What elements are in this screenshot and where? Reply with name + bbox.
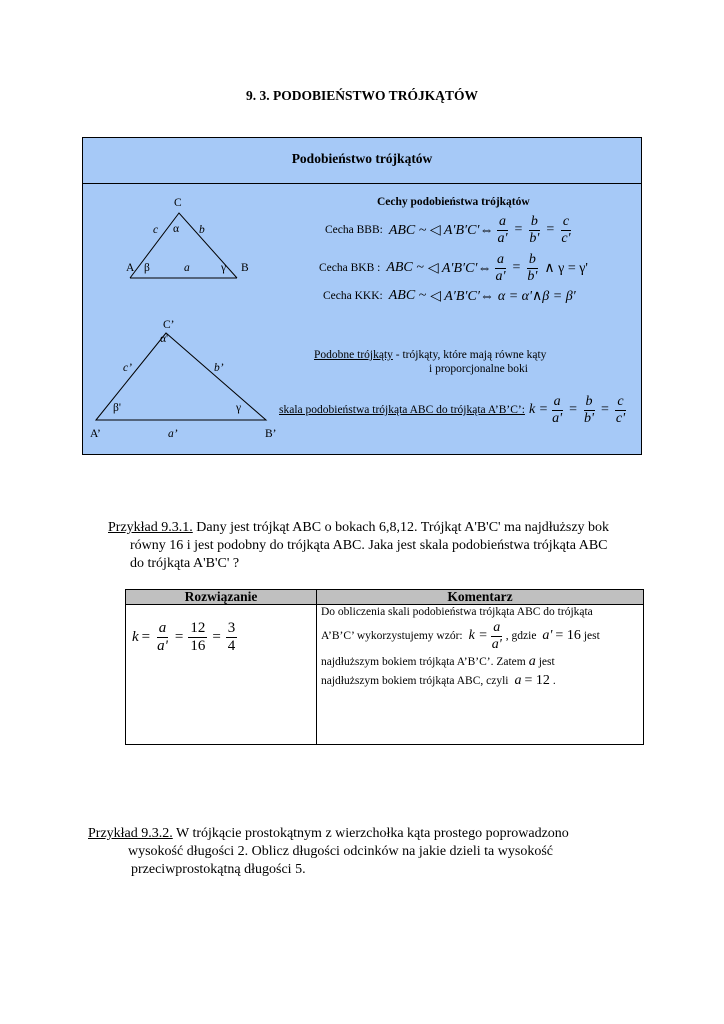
comment-line2c: = 16 — [555, 628, 581, 643]
side-b-prime: b’ — [214, 362, 224, 374]
similarity-info-box — [82, 137, 642, 455]
feature-bkb-label: Cecha BKB : — [319, 262, 381, 274]
scale-formula: skala podobieństwa trójkąta ABC do trójkąta A’B’C’: k = $\frac{a}{a'}$ = $\frac{b}{b'}$ = $\frac{c}{c'}$ — [279, 393, 626, 426]
comment-line4: najdłuższym bokiem trójkąta ABC, czyli a = 12 . — [321, 671, 639, 691]
feature-bkb-expr-rest: ◁ A′B′C′⇔ — [427, 260, 492, 276]
page-title: 9. 3. PODOBIEŃSTWO TRÓJKĄTÓW — [246, 88, 478, 103]
box-title: Podobieństwo trójkątów — [291, 151, 433, 166]
comment-line1: Do obliczenia skali podobieństwa trójkąta ABC do trójkąta — [321, 606, 593, 618]
feature-bkb: Cecha BKB : ABC ~ ◁ A′B′C′⇔ $\frac{a}{a'}$ = $\frac{b}{b'}$ ∧ γ = γ' — [319, 251, 588, 284]
feature-kkk-expr-a: ABC ~ — [388, 288, 427, 303]
comment-line4a: najdłuższym bokiem trójkąta ABC, czyli — [321, 675, 509, 687]
comment-line2d: jest — [583, 630, 600, 642]
definition-line1 — [314, 349, 546, 361]
vertex-c-prime: C’ — [163, 319, 175, 331]
example1-text1: Dany jest trójkąt ABC o bokach 6,8,12. Trójkąt A'B'C' ma najdłuższy bok — [192, 520, 610, 535]
fraction-c-over-c-prime: $\frac{c}{c'}$ — [561, 213, 571, 246]
feature-kkk-expr-b: ◁ A′B′C′⇔ — [430, 288, 494, 304]
side-a: a — [184, 262, 190, 274]
vertex-a-prime: A’ — [90, 428, 101, 440]
vertex-b-prime: B’ — [265, 428, 277, 440]
vertex-c: C — [174, 197, 182, 209]
solution-den-4: 4 — [227, 638, 236, 654]
solution-formula: k = $\frac{a}{a'}$ = $\frac{12}{16}$ = $\frac{3}{4}$ — [132, 620, 236, 654]
feature-kkk-label: Cecha KKK: — [323, 290, 383, 302]
vertex-b: B — [241, 262, 249, 274]
solution-num-a: a — [158, 620, 167, 636]
feature-bbb-expr: ABC ~ ◁ A′B′C′⇔ — [388, 222, 494, 238]
comment-line2a: A’B’C’ wykorzystujemy wzór: — [321, 630, 463, 642]
fraction-b-over-b-prime: $\frac{b}{b'}$ — [529, 213, 540, 246]
example1-line1 — [108, 520, 609, 536]
angle-alpha-prime: α' — [160, 333, 169, 345]
definition-term: Podobne trójkąty — [314, 349, 393, 361]
solution-header: Rozwiązanie — [126, 590, 317, 605]
example2-line2: wysokość długości 2. Oblicz długości odcinków na jakie dzieli ta wysokość — [128, 844, 553, 859]
fraction-a-over-a-prime: $\frac{a}{a'}$ — [495, 251, 506, 284]
features-title: Cechy podobieństwa trójkątów — [377, 196, 530, 208]
solution-den-a-prime: a' — [157, 638, 168, 654]
comment-line4b: = 12 — [524, 673, 550, 688]
side-c: c — [153, 224, 159, 236]
solution-num-3: 3 — [227, 620, 236, 636]
example2-title: Przykład 9.3.2. — [88, 826, 173, 841]
example1-title: Przykład 9.3.1. — [108, 520, 193, 535]
solution-den-16: 16 — [190, 638, 206, 654]
scale-text: skala podobieństwa trójkąta ABC do trójkąta A’B’C’: — [279, 404, 525, 416]
solution-k: k — [132, 629, 139, 645]
solution-num-12: 12 — [190, 620, 206, 636]
fraction-b-over-b-prime: $\frac{b}{b'}$ — [527, 251, 538, 284]
angle-gamma: γ — [221, 262, 227, 274]
comment-cell — [317, 605, 644, 745]
comment-line3: najdłuższym bokiem trójkąta A’B’C’. Zatem a jest — [321, 653, 639, 671]
angle-beta: β — [144, 262, 150, 274]
comment-header: Komentarz — [317, 590, 644, 605]
example2-line1 — [88, 826, 569, 842]
comment-line2: A’B’C’ wykorzystujemy wzór: k = $\frac{a}{a'}$ , gdzie a' = 16 jest — [321, 619, 600, 652]
vertex-a: A — [126, 262, 135, 274]
solution-table — [125, 589, 644, 745]
fraction-a-over-a-prime: $\frac{a}{a'}$ — [497, 213, 508, 246]
feature-bbb-label: Cecha BBB: — [325, 224, 383, 236]
definition-text1: - trójkąty, które mają równe kąty — [392, 349, 547, 361]
example1-line3: do trójkąta A'B'C' ? — [130, 556, 240, 571]
feature-bkb-expr: ABC ~ — [386, 260, 424, 275]
comment-line3b: jest — [538, 656, 555, 668]
comment-line2b: , gdzie — [505, 630, 537, 642]
example1-line2: równy 16 i jest podobny do trójkąta ABC. Jaka jest skala podobieństwa trójkąta ABC — [130, 538, 608, 553]
angle-alpha: α — [173, 223, 180, 235]
solution-cell — [126, 605, 317, 745]
angle-beta-prime: β' — [113, 402, 121, 414]
side-a-prime: a’ — [168, 428, 178, 440]
feature-bbb: Cecha BBB: ABC ~ ◁ A′B′C′⇔ $\frac{a}{a'}$ = $\frac{b}{b'}$ = $\frac{c}{c'}$ — [325, 213, 571, 246]
side-c-prime: c’ — [123, 362, 132, 374]
example2-text1: W trójkącie prostokątnym z wierzchołka kąta prostego poprowadzono — [172, 826, 569, 841]
angle-gamma-prime: γ — [236, 402, 242, 414]
example2-line3: przeciwprostokątną długości 5. — [131, 862, 306, 877]
comment-line3a: najdłuższym bokiem trójkąta A’B’C’. Zatem — [321, 656, 526, 668]
comment-line4c: . — [552, 675, 556, 687]
feature-kkk: Cecha KKK: ABC ~ ◁ A′B′C′⇔ α = α'∧β = β' — [323, 288, 576, 304]
definition-line2: i proporcjonalne boki — [429, 363, 529, 375]
side-b: b — [199, 224, 205, 236]
